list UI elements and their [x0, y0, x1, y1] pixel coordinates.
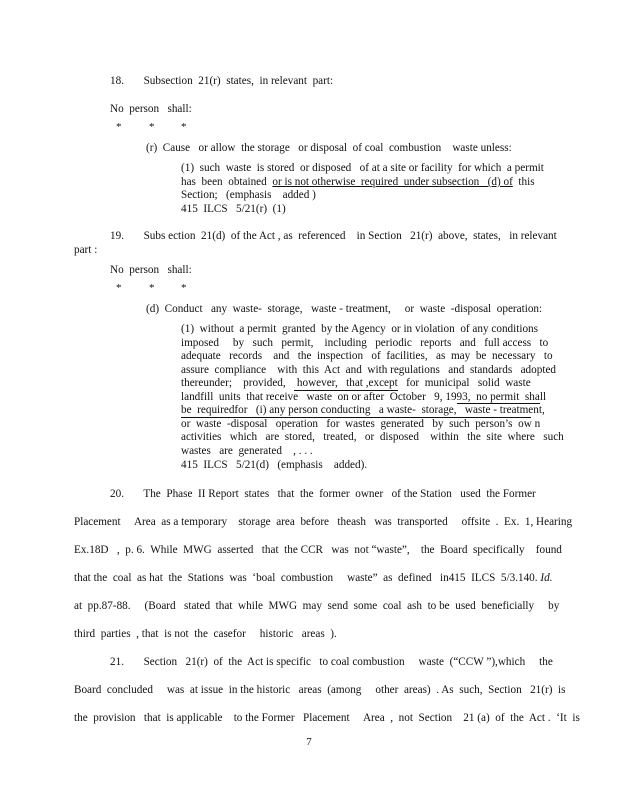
quote-text: has been obtained: [181, 176, 273, 188]
page-number: 7: [306, 736, 312, 748]
quote-21d-line: imposed by such permit, including periodic reports and full access to: [181, 337, 549, 349]
citation: 415 ILCS 5/21(d) (emphasis added).: [181, 459, 368, 471]
quote-21d-line: be requiredfor (i) any person conducting a waste- storage, waste - treatment,: [181, 404, 545, 416]
quote-21r-line: Section; (emphasis added ): [181, 189, 316, 201]
para-20-line: Ex.18D , p. 6. While MWG asserted that the CCR was not “waste”, the Board specifically found: [74, 544, 562, 556]
para-20-line: Placement Area as a temporary storage area before theash was transported offsite . Ex. 1, Hearing: [74, 516, 573, 528]
emphasis-underline: [294, 390, 398, 391]
ellipsis-star: *: [149, 121, 155, 133]
emphasis-underline: [181, 417, 531, 418]
para-20-line: at pp.87-88. (Board stated that while MWG may send some coal ash to be used beneficially by: [74, 600, 560, 612]
para-text: that the coal as hat the Stations was ‘boal combustion waste” as defined in415 ILCS 5/3.140.: [74, 572, 538, 584]
para-18-lead: 18. Subsection 21(r) states, in relevant part:: [110, 75, 334, 87]
quote-21r-line: [181, 176, 535, 189]
quote-text: this: [512, 176, 535, 188]
quote-21d-line: or waste -disposal operation for wastes generated by such person’s ow n: [181, 418, 541, 430]
para-19-lead: 19. Subs ection 21(d) of the Act , as referenced in Section 21(r) above, states, in relevant: [110, 230, 557, 242]
para-21-line: 21. Section 21(r) of the Act is specific to coal combustion waste (“CCW ”),which the: [110, 656, 553, 668]
emphasis-underline: [457, 403, 540, 404]
para-18-no-person: No person shall:: [110, 103, 192, 115]
quote-21d-line: activities which are stored, treated, or disposed within the site where such: [181, 431, 564, 443]
ellipsis-star: *: [149, 282, 155, 294]
para-19-no-person: No person shall:: [110, 264, 192, 276]
ellipsis-star: *: [116, 282, 122, 294]
quote-21r-line: (1) such waste is stored or disposed of at a site or facility for which a permit: [181, 162, 544, 174]
para-20-line: [74, 572, 553, 585]
emphasis-underline: or is not otherwise required under subsection (d) of: [272, 176, 513, 188]
id-signal: Id.: [540, 572, 553, 584]
ellipsis-star: *: [181, 121, 187, 133]
para-19-lead-cont: part :: [74, 244, 98, 256]
quote-21d-line: adequate records and the inspection of facilities, as may be necessary to: [181, 350, 553, 362]
ellipsis-star: *: [181, 282, 187, 294]
quote-21d-line: wastes are generated , . . .: [181, 445, 313, 457]
quote-21d-line: thereunder; provided, however, that ,except for municipal solid waste: [181, 377, 531, 389]
para-21-line: Board concluded was at issue in the historic areas (among other areas) . As such, Section 21(r) is: [74, 684, 566, 696]
quote-21d-line: landfill units that receive waste on or after October 9, 1993, no permit shall: [181, 391, 547, 403]
clause-21r: (r) Cause or allow the storage or disposal of coal combustion waste unless:: [146, 142, 512, 154]
quote-21d-line: (1) without a permit granted by the Agency or in violation of any conditions: [181, 323, 538, 335]
para-20-line: third parties , that is not the casefor historic areas ).: [74, 628, 337, 640]
clause-21d: (d) Conduct any waste- storage, waste - treatment, or waste -disposal operation:: [146, 303, 543, 315]
para-21-line: the provision that is applicable to the Former Placement Area , not Section 21 (a) of the Act . ‘It is: [74, 712, 580, 724]
citation: 415 ILCS 5/21(r) (1): [181, 203, 286, 215]
quote-21d-line: assure compliance with this Act and with regulations and standards adopted: [181, 364, 557, 376]
ellipsis-star: *: [116, 121, 122, 133]
para-20-line: 20. The Phase II Report states that the former owner of the Station used the Former: [110, 488, 536, 500]
